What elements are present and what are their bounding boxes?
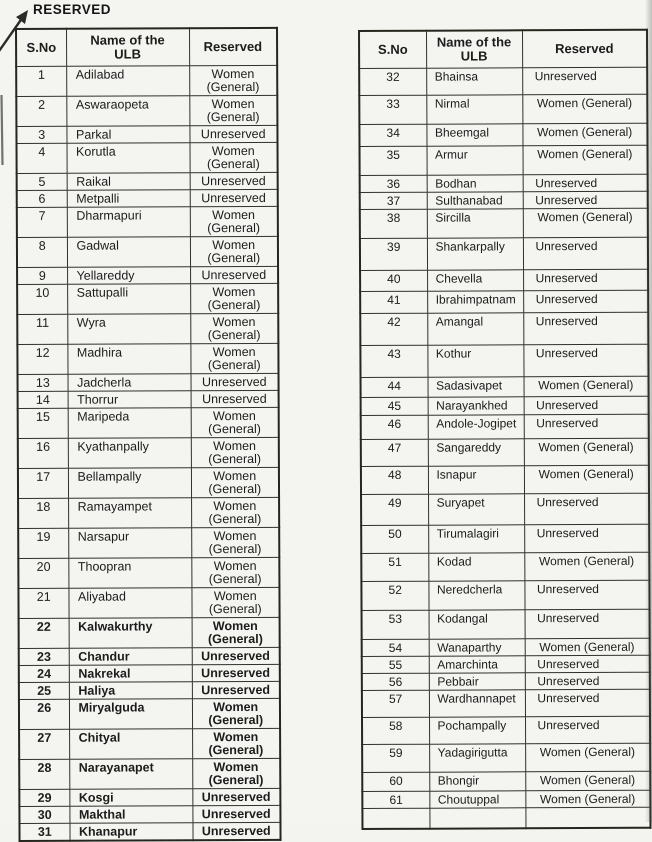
sno-cell: 5 [17, 173, 67, 190]
table-row [17, 313, 278, 344]
table-row [18, 497, 279, 528]
ulb-name-cell: Armur [427, 146, 523, 175]
reservation-status-cell: Women (General) [190, 236, 278, 266]
reservation-status-cell: Women (General) [189, 65, 277, 95]
ulb-name-cell: Bheemgal [426, 124, 522, 146]
ulb-name-cell: Sadasivapet [428, 377, 524, 397]
sno-cell: 27 [19, 729, 69, 759]
reservation-status-cell: Unreserved [523, 191, 648, 209]
reservation-status-cell: Unreserved [525, 716, 650, 744]
table-row [362, 672, 650, 690]
ulb-name-cell: Amarchinta [429, 656, 525, 673]
ulb-name-cell: Narayankhed [428, 397, 524, 415]
reservation-status-cell: Women (General) [524, 465, 649, 494]
table-row [16, 65, 277, 96]
ulb-name-cell: Dharmapuri [67, 207, 190, 238]
sno-cell: 60 [362, 772, 429, 791]
reservation-status-cell: Women (General) [524, 376, 649, 397]
sno-cell: 61 [362, 791, 429, 808]
sno-cell: 56 [362, 673, 429, 690]
ulb-name-cell: Korutla [67, 143, 190, 174]
reservation-status-cell: Women (General) [189, 95, 277, 125]
ulb-name-cell: Andole-Jogipet [428, 415, 524, 439]
reservation-status-cell: Unreserved [525, 672, 650, 690]
table-header-row [359, 30, 647, 69]
reservation-status-cell: Women (General) [525, 771, 650, 791]
ulb-name-cell: Chityal [69, 729, 192, 760]
table-row [19, 698, 280, 729]
ulb-name-cell: Aliyabad [68, 588, 191, 619]
ulb-name-cell: Sangareddy [428, 439, 524, 466]
sno-cell: 1 [16, 66, 66, 96]
sno-cell: 40 [360, 270, 427, 291]
col-header-reserved: Reserved [189, 28, 277, 66]
reservation-status-cell: Women (General) [190, 343, 278, 373]
ulb-table-left [15, 27, 282, 842]
sno-cell: 22 [19, 618, 69, 648]
ulb-name-cell: Ibrahimpatnam [427, 291, 523, 313]
ulb-name-cell: Choutuppal [429, 791, 525, 808]
ulb-name-cell: Pochampally [429, 717, 525, 744]
table-row [361, 376, 649, 397]
table-row [17, 172, 278, 190]
table-row [361, 414, 649, 439]
ulb-name-cell: Adilabad [66, 66, 189, 97]
reservation-status-cell: Unreserved [192, 822, 280, 840]
table-row [16, 125, 277, 143]
table-row [361, 493, 649, 525]
table-row [19, 805, 280, 823]
ulb-name-cell: Khanapur [69, 823, 192, 841]
ulb-name-cell: Metpalli [67, 190, 190, 208]
sno-cell: 48 [361, 466, 428, 494]
table-row [360, 174, 648, 192]
col-header-sno: S.No [359, 31, 426, 69]
reservation-status-cell: Women (General) [191, 497, 279, 527]
sno-cell: 30 [19, 806, 69, 823]
sno-cell: 36 [360, 175, 427, 192]
table-row [361, 396, 649, 415]
table-row [359, 123, 647, 146]
reservation-status-cell: Unreserved [523, 174, 648, 192]
sno-cell: 13 [18, 374, 68, 391]
ulb-name-cell: Kodad [428, 553, 524, 581]
table-row [360, 344, 648, 377]
table-row [361, 524, 649, 553]
table-row [361, 552, 649, 581]
reservation-status-cell: Unreserved [525, 689, 650, 717]
reservation-status-cell: Women (General) [525, 790, 650, 808]
table-row [18, 467, 279, 498]
col-header-reserved: Reserved [522, 30, 647, 68]
sno-cell: 49 [361, 494, 428, 525]
sno-cell: 12 [17, 344, 67, 374]
sno-cell: 57 [362, 690, 429, 717]
sno-cell: 4 [17, 143, 67, 173]
ulb-name-cell: Wanaparthy [429, 639, 525, 656]
table-row [362, 609, 650, 639]
table-row [360, 145, 648, 175]
reservation-status-cell: Women (General) [192, 758, 280, 788]
sno-cell: 16 [18, 438, 68, 468]
ulb-name-cell: Raikal [67, 173, 190, 191]
reservation-status-cell: Women (General) [525, 743, 650, 772]
sno-cell: 33 [359, 95, 426, 124]
reservation-status-cell: Women (General) [190, 313, 278, 343]
table-row [17, 236, 278, 267]
reservation-status-cell: Unreserved [192, 805, 280, 822]
table-row [19, 728, 280, 759]
table-row [362, 790, 650, 808]
table-row [19, 758, 280, 789]
reservation-status-cell: Unreserved [523, 312, 648, 345]
reservation-status-cell: Women (General) [522, 123, 647, 146]
table-row [17, 142, 278, 173]
ulb-name-cell: Kyathanpally [68, 438, 191, 469]
reservation-status-cell: Unreserved [190, 189, 278, 206]
ulb-name-cell: Bhainsa [426, 68, 522, 95]
ulb-name-cell: Kodangal [429, 610, 525, 639]
table-row [361, 580, 649, 610]
ulb-name-cell: Tirumalagiri [428, 525, 524, 553]
table-row [17, 206, 278, 237]
ulb-name-cell: Gadwal [67, 237, 190, 268]
reservation-status-cell: Unreserved [191, 390, 279, 407]
table-row [18, 437, 279, 468]
ulb-name-cell: Shankarpally [427, 238, 523, 270]
table-row [360, 191, 648, 209]
reservation-status-cell: Women (General) [524, 552, 649, 581]
reservation-status-cell: Women (General) [190, 283, 278, 313]
ulb-name-cell: Maripeda [68, 408, 191, 439]
ulb-name-cell: Bellampally [68, 468, 191, 499]
reservation-status-cell: Women (General) [523, 208, 648, 238]
sno-cell: 38 [360, 209, 427, 238]
table-row [19, 664, 280, 682]
ulb-name-cell: Chandur [69, 648, 192, 666]
ulb-name-cell: Kothur [427, 345, 523, 377]
sno-cell: 21 [18, 588, 68, 618]
table-row [360, 269, 648, 291]
reservation-status-cell [525, 807, 650, 828]
table-row [18, 390, 279, 408]
table-row [361, 465, 649, 494]
sno-cell: 31 [19, 823, 69, 841]
reservation-status-cell: Unreserved [192, 664, 280, 681]
reservation-status-cell: Unreserved [523, 290, 648, 313]
table-row [359, 94, 647, 124]
sno-cell: 11 [17, 314, 67, 344]
table-row [360, 312, 648, 345]
reservation-status-cell: Women (General) [191, 527, 279, 557]
sno-cell: 25 [19, 682, 69, 699]
table-row [360, 290, 648, 313]
reservation-status-cell: Women (General) [192, 617, 280, 647]
table-row [16, 95, 277, 126]
ulb-name-cell: Thoopran [68, 558, 191, 589]
reservation-status-cell: Women (General) [190, 142, 278, 172]
sno-cell: 20 [18, 558, 68, 588]
ulb-name-cell: Chevella [427, 270, 523, 291]
sno-cell: 28 [19, 759, 69, 789]
table-row [19, 822, 280, 841]
reservation-status-cell: Women (General) [190, 206, 278, 236]
ulb-name-cell: Makthal [69, 806, 192, 824]
ulb-table-right [358, 29, 651, 830]
reservation-status-cell: Unreserved [190, 172, 278, 189]
ulb-name-cell: Yellareddy [67, 267, 190, 285]
sno-cell: 19 [18, 528, 68, 558]
table-row [19, 617, 280, 648]
table-row [362, 771, 650, 791]
table-row [362, 655, 650, 673]
table-row [360, 208, 648, 238]
table-row [360, 237, 648, 270]
table-row [362, 716, 650, 744]
sno-cell: 7 [17, 207, 67, 237]
ulb-name-cell [429, 808, 525, 828]
sno-cell: 44 [361, 377, 428, 397]
ulb-name-cell: Narsapur [68, 528, 191, 559]
sno-cell: 59 [362, 744, 429, 772]
table-row [359, 67, 647, 95]
reservation-status-cell: Women (General) [522, 94, 647, 124]
table-row [18, 587, 279, 618]
reservation-status-cell: Unreserved [524, 524, 649, 553]
ulb-name-cell: Aswaraopeta [66, 96, 189, 127]
sno-cell: 47 [361, 439, 428, 466]
reservation-status-cell: Unreserved [191, 373, 279, 390]
reservation-status-cell: Unreserved [524, 414, 649, 439]
ulb-name-cell: Amangal [427, 313, 523, 345]
reservation-status-cell: Unreserved [525, 609, 650, 639]
reservation-status-cell: Women (General) [191, 437, 279, 467]
table-row [18, 527, 279, 558]
col-header-sno: S.No [16, 29, 66, 67]
col-header-ulb-name: Name of the ULB [66, 28, 189, 66]
reservation-status-cell: Women (General) [192, 728, 280, 758]
reservation-status-cell: Unreserved [192, 647, 280, 664]
table-row [362, 807, 650, 828]
table-row [17, 266, 278, 284]
reservation-status-cell: Unreserved [525, 655, 650, 673]
reservation-status-cell: Women (General) [191, 467, 279, 497]
sno-cell: 58 [362, 717, 429, 744]
sno-cell: 53 [362, 610, 429, 639]
ulb-name-cell: Thorrur [68, 391, 191, 409]
table-row [19, 788, 280, 806]
ulb-name-cell: Suryapet [428, 494, 524, 525]
sno-cell: 14 [18, 391, 68, 408]
ulb-name-cell: Nakrekal [69, 665, 192, 683]
reservation-status-cell: Unreserved [523, 269, 648, 291]
ulb-name-cell: Kalwakurthy [69, 618, 192, 649]
ulb-name-cell: Nirmal [426, 95, 522, 124]
table-row [17, 189, 278, 207]
col-header-ulb-name: Name of the ULB [426, 30, 522, 68]
sno-cell: 37 [360, 192, 427, 209]
reservation-status-cell: Women (General) [191, 557, 279, 587]
ulb-name-cell: Yadagirigutta [429, 744, 525, 772]
reservation-status-cell: Women (General) [523, 145, 648, 175]
reservation-status-cell: Unreserved [524, 396, 649, 415]
table-row [361, 438, 649, 466]
table-row [18, 373, 279, 391]
reservation-status-cell: Women (General) [191, 587, 279, 617]
sno-cell: 46 [361, 415, 428, 439]
sno-cell: 42 [360, 313, 427, 345]
sno-cell: 26 [19, 699, 69, 729]
sno-cell [362, 808, 429, 828]
ulb-name-cell: Neredcherla [428, 581, 524, 610]
ulb-name-cell: Kosgi [69, 789, 192, 807]
sno-cell: 34 [359, 124, 426, 146]
sno-cell: 45 [361, 397, 428, 415]
ulb-name-cell: Isnapur [428, 466, 524, 494]
ulb-name-cell: Sattupalli [67, 284, 190, 315]
reservation-status-cell: Unreserved [522, 67, 647, 95]
table-row [362, 638, 650, 656]
reservation-status-cell: Unreserved [523, 344, 648, 377]
table-row [19, 647, 280, 665]
sno-cell: 54 [362, 639, 429, 656]
sno-cell: 6 [17, 190, 67, 207]
ulb-name-cell: Madhira [67, 344, 190, 375]
reservation-status-cell: Unreserved [189, 125, 277, 142]
ulb-name-cell: Haliya [69, 682, 192, 700]
ulb-name-cell: Parkal [66, 126, 189, 144]
sno-cell: 41 [360, 291, 427, 313]
sno-cell: 35 [360, 146, 427, 175]
reservation-status-cell: Women (General) [191, 407, 279, 437]
ulb-name-cell: Bhongir [429, 772, 525, 791]
ulb-name-cell: Bodhan [427, 175, 523, 192]
reservation-status-cell: Unreserved [523, 237, 648, 270]
ulb-name-cell: Wyra [67, 314, 190, 345]
reservation-status-cell: Unreserved [192, 788, 280, 805]
sno-cell: 17 [18, 468, 68, 498]
sno-cell: 2 [16, 96, 66, 126]
reservation-status-cell: Unreserved [190, 266, 278, 283]
reserved-annotation: RESERVED [33, 2, 112, 17]
table-row [362, 743, 650, 772]
sno-cell: 32 [359, 68, 426, 95]
reservation-status-cell: Unreserved [524, 493, 649, 525]
ulb-name-cell: Ramayampet [68, 498, 191, 529]
sno-cell: 29 [19, 789, 69, 806]
sno-cell: 10 [17, 284, 67, 314]
sno-cell: 39 [360, 238, 427, 270]
sno-cell: 55 [362, 656, 429, 673]
reservation-status-cell: Women (General) [524, 438, 649, 466]
ulb-name-cell: Jadcherla [68, 374, 191, 392]
ulb-name-cell: Wardhannapet [429, 690, 525, 717]
ulb-name-cell: Narayanapet [69, 759, 192, 790]
table-row [362, 689, 650, 717]
sno-cell: 9 [17, 267, 67, 284]
sno-cell: 3 [16, 126, 66, 143]
reservation-status-cell: Women (General) [525, 638, 650, 656]
sno-cell: 15 [18, 408, 68, 438]
table-row [18, 557, 279, 588]
sno-cell: 50 [361, 525, 428, 553]
sno-cell: 24 [19, 665, 69, 682]
reservation-status-cell: Unreserved [192, 681, 280, 698]
reservation-status-cell: Women (General) [192, 698, 280, 728]
table-row [17, 343, 278, 374]
sno-cell: 52 [361, 581, 428, 610]
ulb-name-cell: Sircilla [427, 209, 523, 238]
reservation-status-cell: Unreserved [524, 580, 649, 610]
sno-cell: 43 [360, 345, 427, 377]
sno-cell: 51 [361, 553, 428, 581]
table-row [19, 681, 280, 699]
table-row [18, 407, 279, 438]
sno-cell: 18 [18, 498, 68, 528]
table-header-row [16, 28, 277, 67]
ulb-name-cell: Pebbair [429, 673, 525, 690]
sno-cell: 23 [19, 648, 69, 665]
ulb-name-cell: Sulthanabad [427, 192, 523, 209]
sno-cell: 8 [17, 237, 67, 267]
ulb-name-cell: Miryalguda [69, 699, 192, 730]
table-row [17, 283, 278, 314]
